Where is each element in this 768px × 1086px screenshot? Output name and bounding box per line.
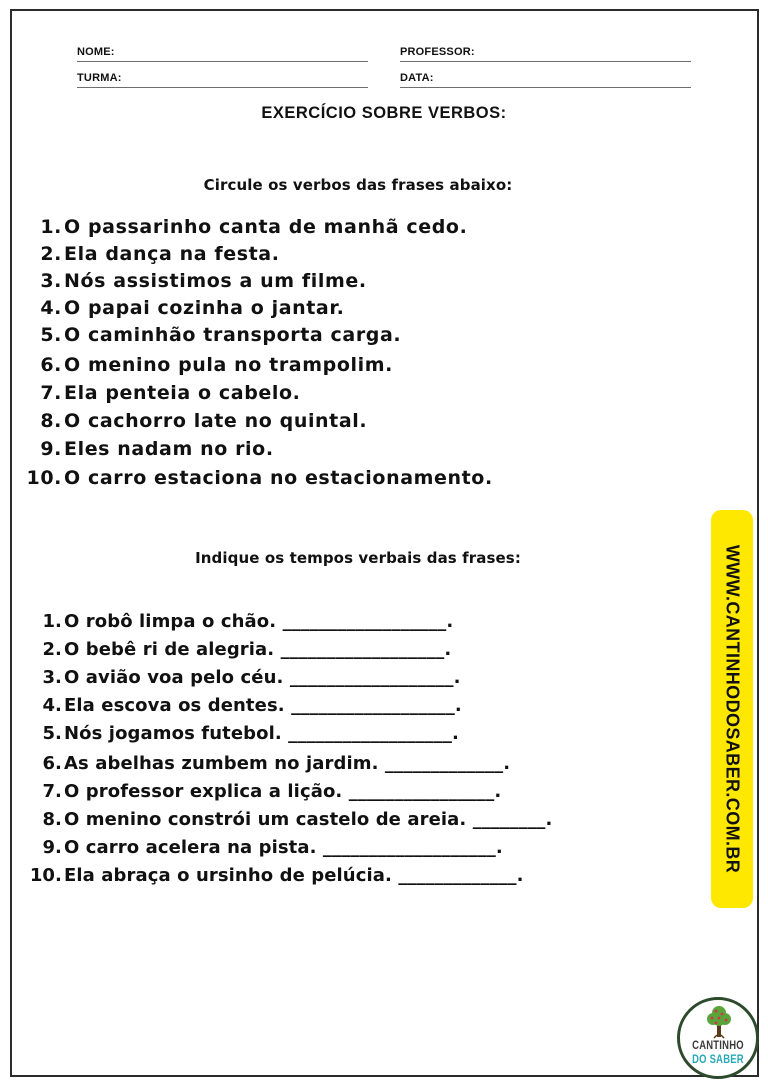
item-number: 10. [26,467,62,489]
answer-blank[interactable]: ________. [472,809,553,830]
name-label: NOME: [77,46,115,58]
date-field[interactable] [400,66,691,88]
answer-blank[interactable]: __________________. [288,723,459,744]
class-field[interactable] [77,66,368,88]
item-text: O professor explica a lição. [64,781,349,802]
item-text: Nós jogamos futebol. [64,723,289,744]
answer-blank[interactable]: __________________. [291,695,462,716]
item-text: Ela escova os dentes. [64,695,292,716]
item-number: 9. [42,837,62,858]
item-text: Ela penteia o cabelo. [64,382,301,404]
name-field[interactable] [77,40,368,62]
answer-blank[interactable]: ___________________. [322,837,503,858]
item-text: O menino pula no trampolim. [64,354,393,376]
website-url: WWW.CANTINHODOSABER.COM.BR [722,544,743,874]
teacher-label: PROFESSOR: [400,46,475,58]
item-number: 4. [42,695,62,716]
item-number: 2. [42,639,62,660]
item-text: O carro estaciona no estacionamento. [64,467,493,489]
item-number: 1. [42,611,62,632]
item-text: O avião voa pelo céu. [64,667,290,688]
section1-instruction: Circule os verbos das frases abaixo: [203,176,513,194]
item-text: O bebê ri de alegria. [64,639,281,660]
item-number: 7. [42,781,62,802]
item-number: 5. [42,723,62,744]
page-title: EXERCÍCIO SOBRE VERBOS: [261,104,507,122]
item-number: 7. [40,382,62,404]
item-number: 2. [40,243,62,265]
worksheet-page [10,9,759,1077]
tree-icon [707,1005,731,1039]
item-text: O cachorro late no quintal. [64,410,368,432]
answer-blank[interactable]: ________________. [348,781,502,802]
class-label: TURMA: [77,72,122,84]
logo-line1: CANTINHO [692,1040,744,1052]
item-number: 5. [40,324,62,346]
item-number: 1. [40,216,62,238]
item-text: O passarinho canta de manhã cedo. [64,216,468,238]
item-number: 9. [40,438,62,460]
item-text: Eles nadam no rio. [64,438,274,460]
item-text: Ela dança na festa. [64,243,280,265]
item-number: 6. [40,354,62,376]
section2-instruction: Indique os tempos verbais das frases: [195,549,521,567]
item-text: O caminhão transporta carga. [64,324,402,346]
item-number: 10. [29,865,62,886]
answer-blank[interactable]: __________________. [282,611,454,632]
item-text: O papai cozinha o jantar. [64,297,345,319]
item-number: 3. [40,270,62,292]
answer-blank[interactable]: __________________. [280,639,452,660]
item-text: O carro acelera na pista. [64,837,323,858]
item-text: Ela abraça o ursinho de pelúcia. [64,865,399,886]
item-number: 8. [42,809,62,830]
brand-logo [677,997,759,1079]
answer-blank[interactable]: __________________. [289,667,461,688]
answer-blank[interactable]: _____________. [384,753,511,774]
item-number: 8. [40,410,62,432]
website-banner[interactable] [711,510,753,908]
item-text: As abelhas zumbem no jardim. [64,753,385,774]
date-label: DATA: [400,72,434,84]
item-number: 6. [42,753,62,774]
answer-blank[interactable]: _____________. [398,865,524,886]
item-text: Nós assistimos a um filme. [64,270,367,292]
item-text: O menino constrói um castelo de areia. [64,809,473,830]
item-text: O robô limpa o chão. [64,611,283,632]
logo-line2: DO SABER [692,1054,744,1066]
teacher-field[interactable] [400,40,691,62]
item-number: 3. [42,667,62,688]
item-number: 4. [40,297,62,319]
